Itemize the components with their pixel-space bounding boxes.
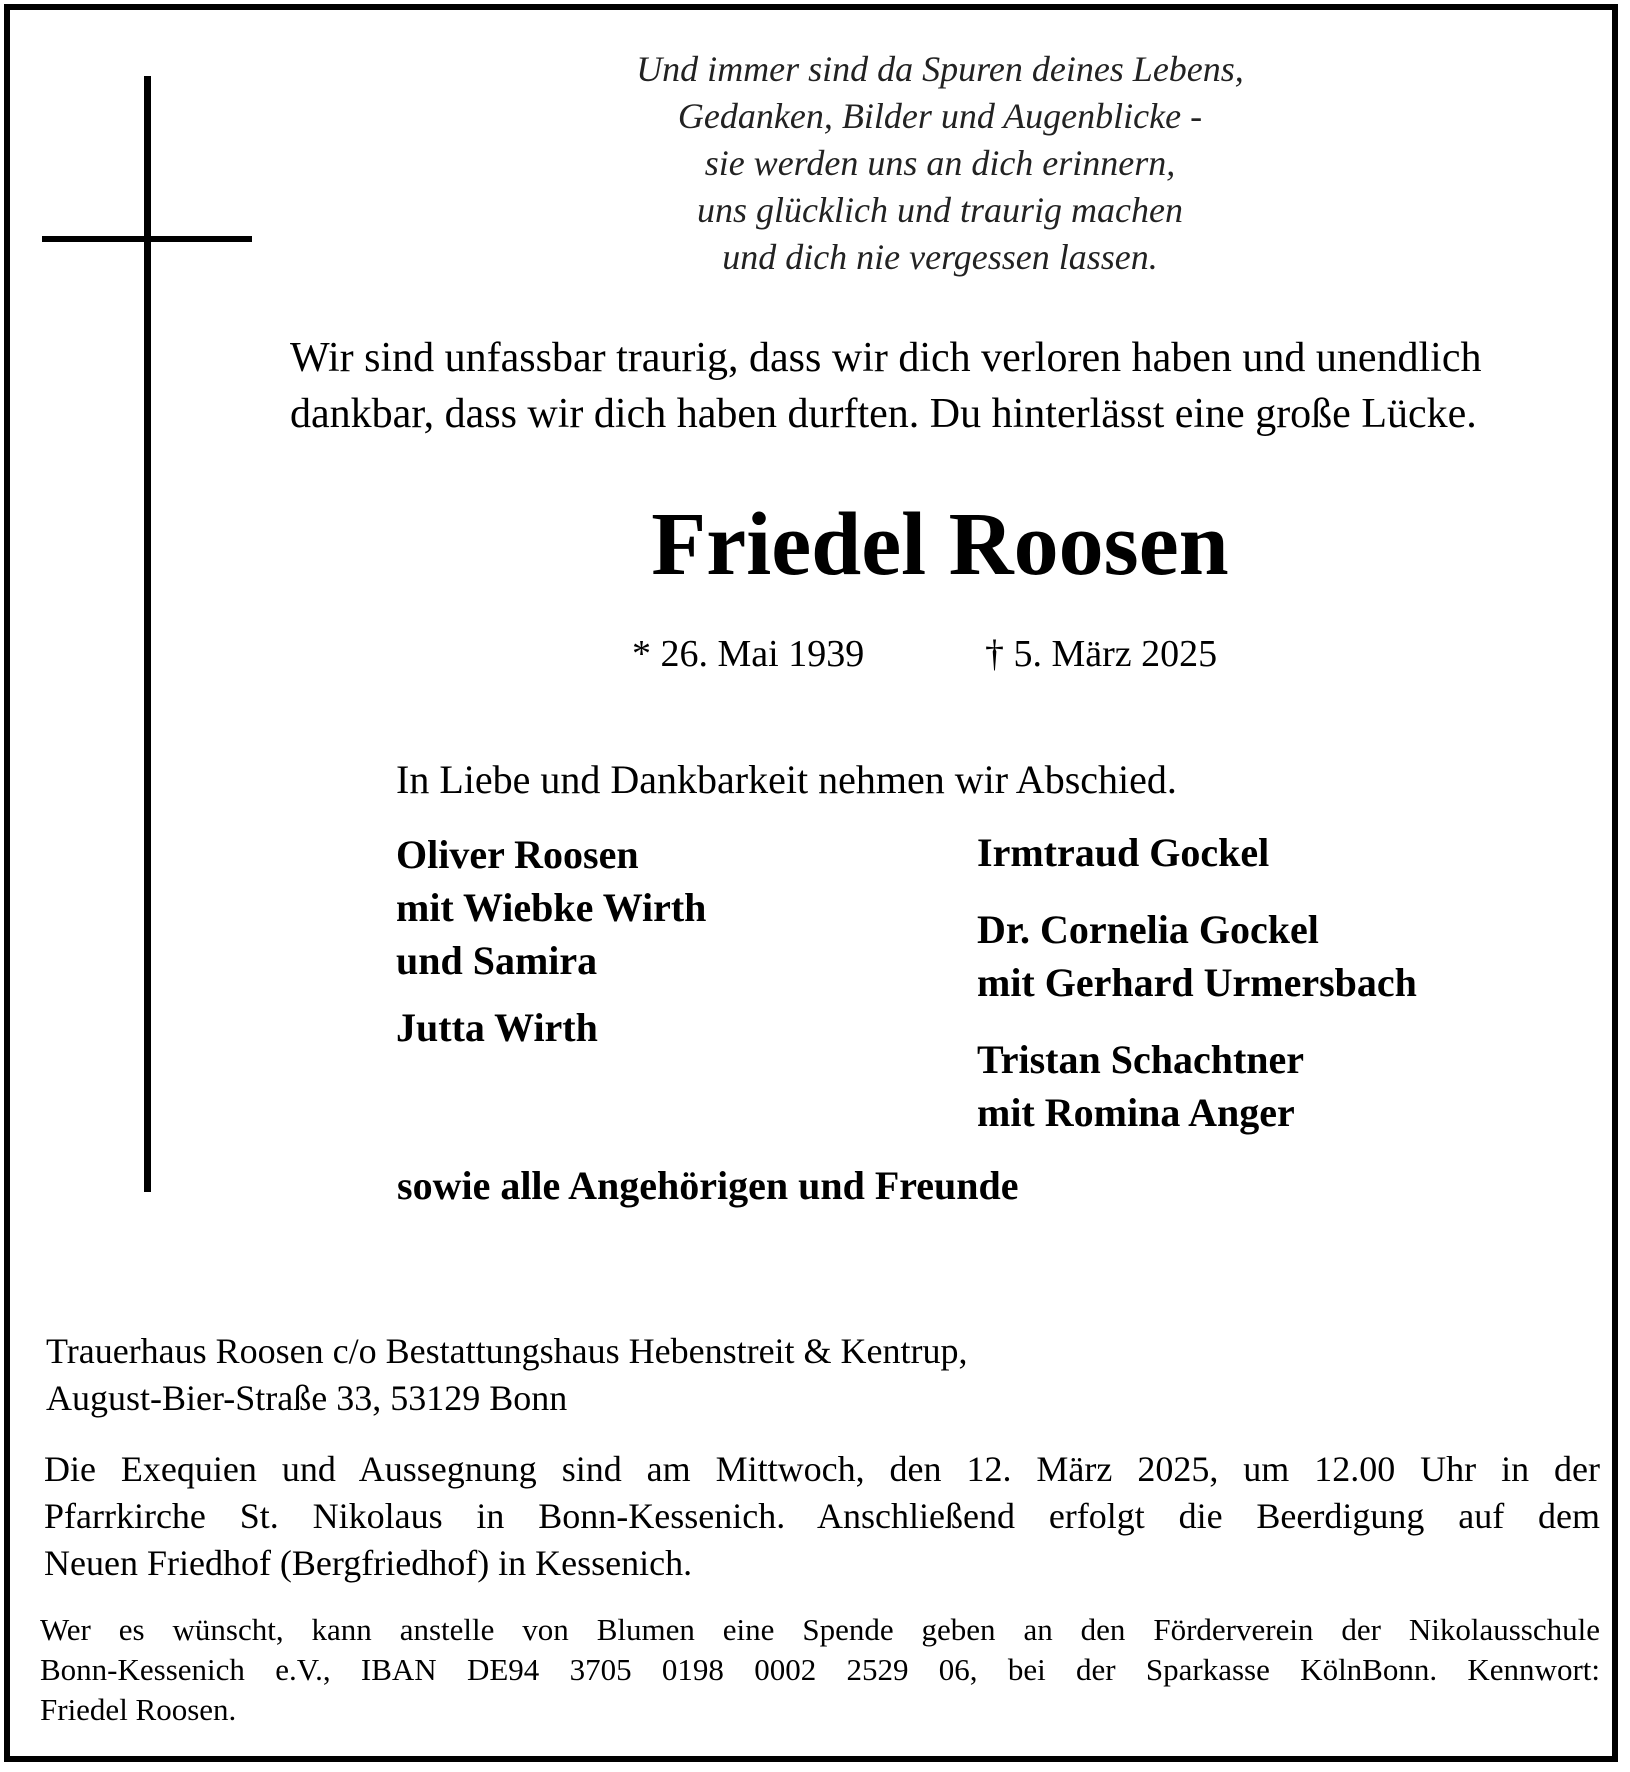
cross-vertical-bar (144, 76, 151, 1192)
poem-line: uns glücklich und traurig machen (697, 190, 1183, 230)
birth-date: * 26. Mai 1939 (632, 633, 865, 675)
mourners-left-column (396, 828, 706, 1068)
mourner-name: Irmtraud Gockel (977, 830, 1270, 875)
address-line: Trauerhaus Roosen c/o Bestattungshaus Hebenstreit & Kentrup, (46, 1331, 968, 1371)
donation-line: Friedel Roosen. (40, 1692, 237, 1727)
farewell-text: In Liebe und Dankbarkeit nehmen wir Abschied. (396, 757, 1177, 802)
service-line: Neuen Friedhof (Bergfriedhof) in Kessenich. (44, 1543, 693, 1583)
funeral-home-address (46, 1328, 968, 1422)
mourner-group (977, 1033, 1417, 1139)
mourner-group (396, 828, 706, 987)
donation-info (40, 1610, 1600, 1730)
mourner-name: Tristan Schachtner (977, 1037, 1305, 1082)
poem (520, 46, 1360, 281)
lead-line: dankbar, dass wir dich haben durften. Du hinterlässt eine große Lücke. (290, 391, 1477, 437)
service-line: Pfarrkirche St. Nikolaus in Bonn-Kessenich. Anschließend erfolgt die Beerdigung auf dem (44, 1496, 1600, 1536)
death-date: † 5. März 2025 (985, 633, 1218, 675)
address-line: August-Bier-Straße 33, 53129 Bonn (46, 1378, 568, 1418)
mourner-group (396, 1001, 706, 1054)
cross-horizontal-bar (42, 236, 252, 242)
poem-line: sie werden uns an dich erinnern, (704, 143, 1176, 183)
mourner-name: mit Romina Anger (977, 1090, 1295, 1135)
poem-line: Gedanken, Bilder und Augenblicke - (677, 96, 1203, 136)
donation-line: Bonn-Kessenich e.V., IBAN DE94 3705 0198 0002 2529 06, bei der Sparkasse KölnBonn. Kennwort: (40, 1652, 1600, 1687)
mourner-group (977, 903, 1417, 1009)
mourners-right-column (977, 826, 1417, 1163)
mourner-name: Dr. Cornelia Gockel (977, 907, 1319, 952)
mourner-name: Oliver Roosen (396, 832, 639, 877)
others-line: sowie alle Angehörigen und Freunde (397, 1163, 1019, 1208)
mourner-name: mit Wiebke Wirth (396, 885, 707, 930)
mourner-name: Jutta Wirth (396, 1005, 598, 1050)
donation-line: Wer es wünscht, kann anstelle von Blumen eine Spende geben an den Förderverein der Nikolausschule (40, 1612, 1600, 1647)
lead-text (290, 330, 1610, 442)
mourner-name: und Samira (396, 938, 598, 983)
poem-line: und dich nie vergessen lassen. (722, 237, 1158, 277)
mourner-group (977, 826, 1417, 879)
poem-line: Und immer sind da Spuren deines Lebens, (636, 49, 1244, 89)
mourner-name: mit Gerhard Urmersbach (977, 960, 1417, 1005)
service-line: Die Exequien und Aussegnung sind am Mittwoch, den 12. März 2025, um 12.00 Uhr in der (44, 1449, 1600, 1489)
lead-line: Wir sind unfassbar traurig, dass wir dich verloren haben und unendlich (290, 335, 1482, 381)
service-info (44, 1446, 1600, 1587)
deceased-name: Friedel Roosen (651, 495, 1229, 594)
